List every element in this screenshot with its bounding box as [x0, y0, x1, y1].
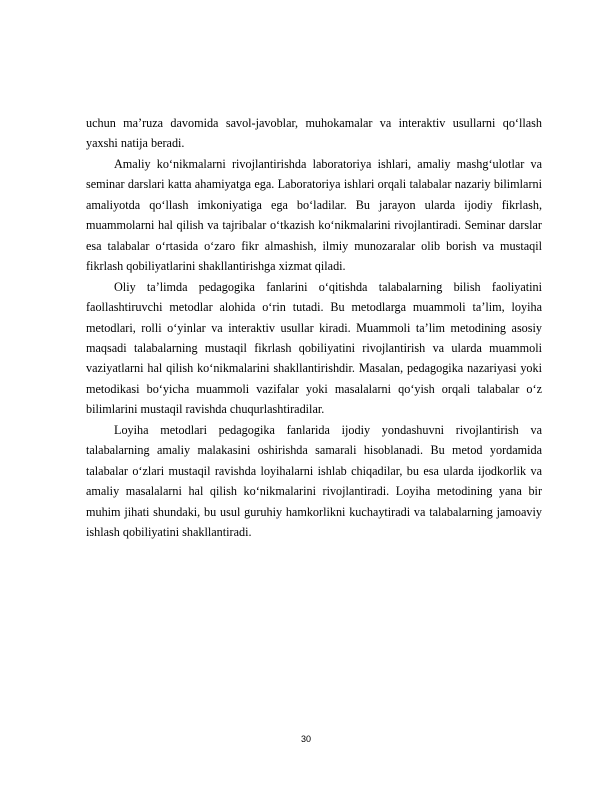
- paragraph-practical-skills: Amaliy ko‘nikmalarni rivojlantirishda laboratoriya ishlari, amaliy mashg‘ulotlar va seminar darslari katta ahamiyatga ega. Laboratoriya ishlari orqali talabalar nazariy bilimlarni amaliyotda qo‘llash imkoniyatiga ega bo‘ladilar. Bu jarayon ularda ijodiy fikrlash, muammolarni hal qilish va tajribalar o‘tkazish ko‘nikmalarini rivojlantiradi. Seminar darslar esa talabalar o‘rtasida o‘zaro fikr almashish, ilmiy munozaralar olib borish va mustaqil fikrlash qobiliyatlarini shakllantirishga xizmat qiladi.: [86, 156, 542, 274]
- page-number: 30: [300, 734, 311, 744]
- paragraph-project-methods: Loyiha metodlari pedagogika fanlarida ijodiy yondashuvni rivojlantirish va talabalarning amaliy malakasini oshirishda samarali hisoblanadi. Bu metod yordamida talabalar o‘zlari mustaqil ravishda loyihalarni ishlab chiqadilar, bu esa ularda ijodkorlik va amaliy masalalarni hal qilish ko‘nikmalarini rivojlantiradi. Loyiha metodining yana bir muhim jihati shundaki, bu usul guruhiy hamkorlikni kuchaytiradi va talabalarning jamoaviy ishlash qobiliyatini shakllantiradi.: [86, 422, 542, 540]
- page-body: [86, 113, 542, 543]
- paragraph-active-methods: Oliy ta’limda pedagogika fanlarini o‘qitishda talabalarning bilish faoliyatini faollashtiruvchi metodlar alohida o‘rin tutadi. Bu metodlarga muammoli ta’lim, loyiha metodlari, rolli o‘yinlar va interaktiv usullar kiradi. Muammoli ta’lim metodining asosiy maqsadi talabalarning mustaqil fikrlash qobiliyatini rivojlantirish va ularda muammoli vaziyatlarni hal qilish ko‘nikmalarini shakllantirishdir. Masalan, pedagogika nazariyasi yoki metodikasi bo‘yicha muammoli vazifalar yoki masalalarni qo‘yish orqali talabalar o‘z bilimlarini mustaqil ravishda chuqurlashtiradilar.: [86, 279, 542, 417]
- paragraph-continuation: uchun ma’ruza davomida savol-javoblar, muhokamalar va interaktiv usullarni qo‘llash yaxshi natija beradi.: [86, 116, 542, 151]
